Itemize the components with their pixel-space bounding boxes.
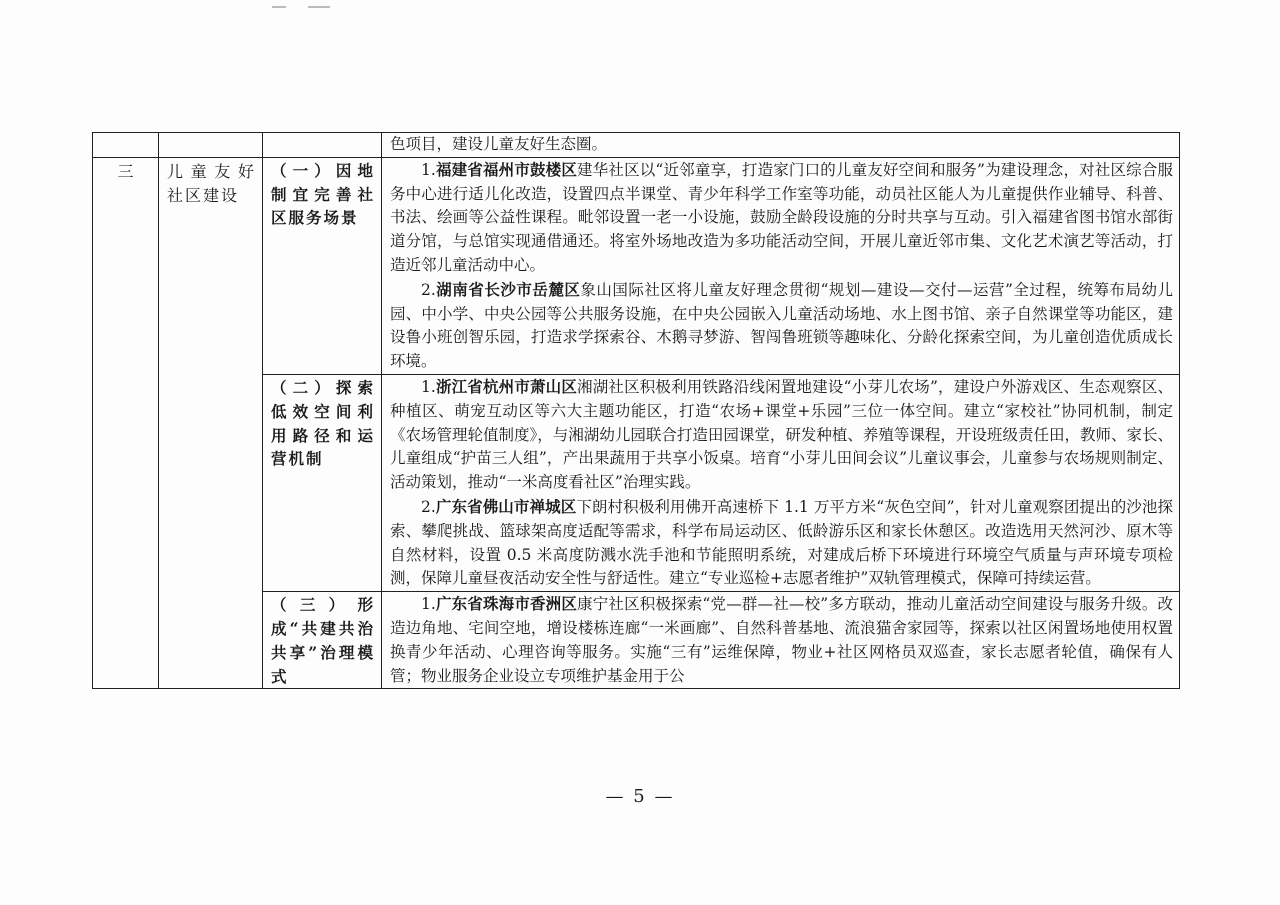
page-number: — 5 — <box>605 786 675 807</box>
case-paragraph <box>390 375 1173 495</box>
case-number: 2. <box>421 280 436 299</box>
case-text: 下朗村积极利用佛开高速桥下 1.1 万平方米“灰色空间”，针对儿童观察团提出的沙池探索、攀爬挑战、篮球架高度适配等需求，科学布局运动区、低龄游乐区和家长休憩区。改造选用天然河沙、原木等自然材料，设置 0.5 米高度防溅水洗手池和节能照明系统，对建成后桥下环境进行环境空气质量与声环境专项检测，保障儿童昼夜活动安全性与舒适性。建立“专业巡检+志愿者维护”双轨管理模式，保障可持续运营。 <box>390 497 1173 588</box>
case-text: 象山国际社区将儿童友好理念贯彻“规划—建设—交付—运营”全过程，统筹布局幼儿园、中小学、中央公园等公共服务设施，在中央公园嵌入儿童活动场地、水上图书馆、亲子自然课堂等功能区，建设鲁小班创智乐园，打造求学探索谷、木鹅寻梦游、智闯鲁班锁等趣味化、分龄化探索空间，为儿童创造优质成长环境。 <box>390 280 1173 371</box>
case-text: 湘湖社区积极利用铁路沿线闲置地建设“小芽儿农场”，建设户外游戏区、生态观察区、种植区、萌宠互动区等六大主题功能区，打造“农场+课堂+乐园”三位一体空间。建立“家校社”协同机制，制定《农场管理轮值制度》，与湘湖幼儿园联合打造田园课堂，研发种植、养殖等课程，开设班级责任田，教师、家长、儿童组成“护苗三人组”，产出果蔬用于共享小饭桌。培育“小芽儿田间会议”儿童议事会，儿童参与农场规则制定、活动策划，推动“一米高度看社区”治理实践。 <box>390 377 1173 492</box>
case-place: 湖南省长沙市岳麓区 <box>435 279 581 299</box>
scan-artifact <box>308 6 330 8</box>
subsection-content <box>382 157 1180 374</box>
case-number: 2. <box>421 497 436 516</box>
case-place: 浙江省杭州市萧山区 <box>435 376 578 396</box>
continuation-row <box>93 133 1180 158</box>
subsection-title: （三）形成“共建共治共享”治理模式 <box>263 592 382 689</box>
case-number: 1. <box>421 160 436 179</box>
case-paragraph <box>390 158 1173 278</box>
case-number: 1. <box>421 377 436 396</box>
empty-cell <box>159 133 263 158</box>
case-place: 广东省珠海市香洲区 <box>435 594 578 614</box>
case-number: 1. <box>421 595 436 614</box>
policy-table <box>92 132 1180 689</box>
continuation-cell <box>382 133 1180 158</box>
subsection-content <box>382 374 1180 591</box>
continuation-text: 色项目，建设儿童友好生态圈。 <box>390 135 608 153</box>
section-number: 三 <box>93 157 159 689</box>
case-paragraph <box>390 495 1173 591</box>
subsection-title: （二）探索低效空间利用路径和运营机制 <box>263 374 382 591</box>
subsection-content <box>382 592 1180 689</box>
case-text: 建华社区以“近邻童享，打造家门口的儿童友好空间和服务”为建设理念，对社区综合服务中心进行适儿化改造，设置四点半课堂、青少年科学工作室等功能，动员社区能人为儿童提供作业辅导、科普、书法、绘画等公益性课程。毗邻设置一老一小设施，鼓励全龄段设施的分时共享与互动。引入福建省图书馆水部街道分馆，与总馆实现通借通还。将室外场地改造为多功能活动空间，开展儿童近邻市集、文化艺术演艺等活动，打造近邻儿童活动中心。 <box>390 160 1173 274</box>
subsection-title: （一）因地制宜完善社区服务场景 <box>263 157 382 374</box>
case-paragraph <box>390 592 1173 688</box>
empty-cell <box>93 133 159 158</box>
empty-cell <box>263 133 382 158</box>
case-paragraph <box>390 278 1173 374</box>
scan-artifact <box>272 6 286 8</box>
section-category: 儿童友好社区建设 <box>159 157 263 689</box>
case-place: 广东省佛山市禅城区 <box>435 496 577 516</box>
case-place: 福建省福州市鼓楼区 <box>435 159 578 179</box>
subsection-row-1 <box>93 157 1180 374</box>
case-text: 康宁社区积极探索“党—群—社—校”多方联动，推动儿童活动空间建设与服务升级。改造边角地、宅间空地，增设楼栋连廊“一米画廊”、自然科普基地、流浪猫舍家园等，探索以社区闲置场地使用权置换青少年活动、心理咨询等服务。实施“三有”运维保障，物业+社区网格员双巡查，家长志愿者轮值，确保有人管；物业服务企业设立专项维护基金用于公 <box>390 595 1173 685</box>
